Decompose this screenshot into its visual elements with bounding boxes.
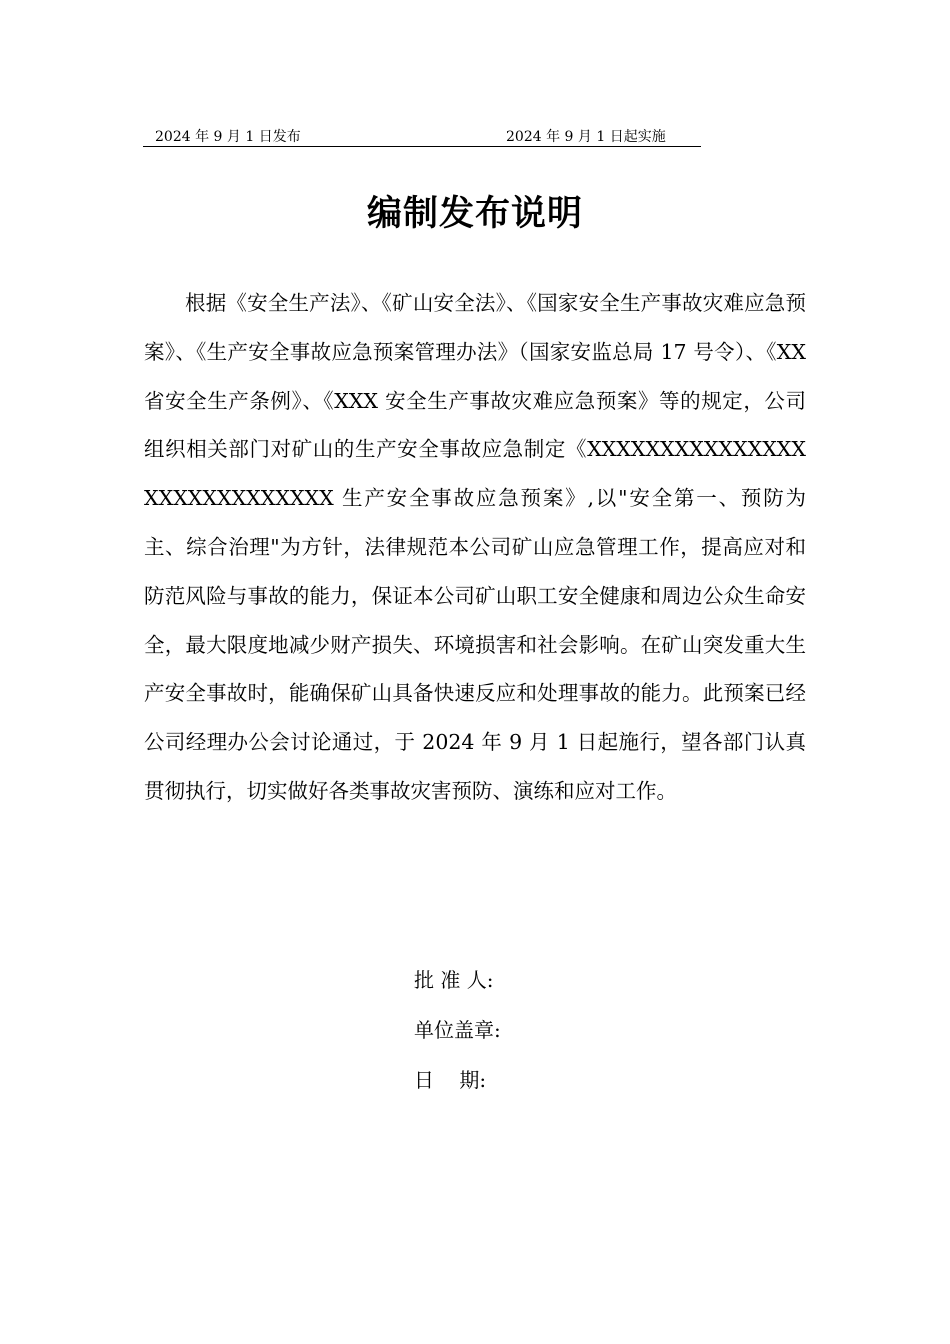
date-label: 日 期: [414,1068,487,1092]
document-header [143,128,701,147]
effective-date: 2024 年 9 月 1 日起实施 [506,129,666,145]
approver-label: 批 准 人: [414,968,494,992]
seal-label: 单位盖章: [414,1018,501,1042]
body-paragraph: 根据《安全生产法》、《矿山安全法》、《国家安全生产事故灾难应急预案》、《生产安全事故应急预案管理办法》（国家安监总局 17 号令）、《XX 省安全生产条例》、《XXX 安全生产事故灾难应急预案》等的规定，公司组织相关部门对矿山的生产安全事故应急制定《XXXXXXXXXXXXXXXXXXXXXXXXXXXX 生产安全事故应急预案》,以"安全第一、预防为主、综合治理"为方针，法律规范本公司矿山应急管理工作，提高应对和防范风险与事故的能力，保证本公司矿山职工安全健康和周边公众生命安全，最大限度地减少财产损失、环境损害和社会影响。在矿山突发重大生产安全事故时，能确保矿山具备快速反应和处理事故的能力。此预案已经公司经理办公会讨论通过，于 2024 年 9 月 1 日起施行，望各部门认真贯彻执行，切实做好各类事故灾害预防、演练和应对工作。 [144,291,806,803]
publish-date: 2024 年 9 月 1 日发布 [155,129,301,145]
page-title: 编制发布说明 [366,193,583,234]
signature-block [414,955,501,1105]
